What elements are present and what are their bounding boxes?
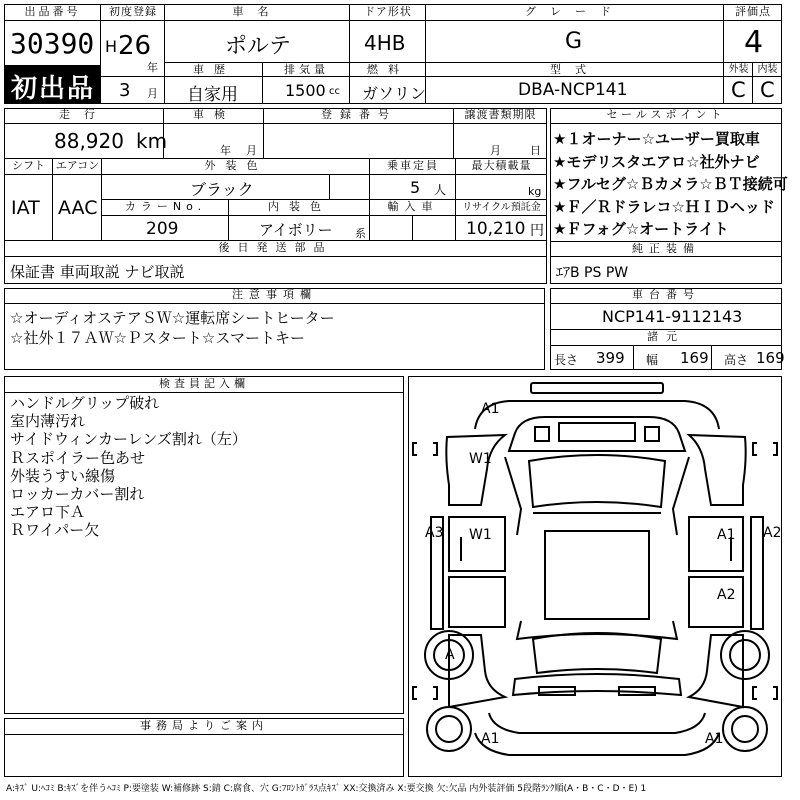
sales-item: ★Ｆ／Ｒドラレコ☆ＨＩＤヘッド — [553, 197, 775, 216]
recycle-label: リサイクル預託金 — [462, 202, 541, 213]
regno-value-cell — [264, 124, 454, 159]
inspection-month-unit: 月 — [246, 144, 257, 157]
int-value: C — [760, 78, 775, 102]
capacity-label: 乗車定員 — [387, 159, 439, 172]
shipping-value-cell — [4, 257, 547, 284]
grade-value-cell — [426, 21, 724, 63]
equip-label: 純正装備 — [632, 242, 700, 255]
inspector-line: エアロ下Ａ — [10, 503, 86, 522]
legend-text: A:ｷｽﾞ U:ﾍｺﾐ B:ｷｽﾞを伴うﾍｺﾐ P:要塗装 W:補修跡 S:錆 C:腐食、穴 G:ﾌﾛﾝﾄｶﾞﾗｽ点ｷｽﾞ XX:交換済み X:要交換 欠:欠品 内外装評価 5段階ﾗﾝｸ順(A・B・C・D・E) 1 — [6, 784, 647, 794]
door-value: 4HB — [364, 31, 406, 55]
width-cell — [634, 346, 712, 370]
dims-label-cell — [550, 330, 782, 346]
ext-value-cell — [724, 77, 753, 104]
colorno-label: カラーNo. — [124, 200, 207, 213]
door-label: ドア形状 — [364, 5, 412, 18]
reg-year: 26 — [118, 31, 152, 61]
mark-left-wheel: A — [445, 647, 455, 663]
notes-label-cell — [4, 288, 545, 304]
inspector-line: サイドウィンカーレンズ割れ（左） — [10, 430, 247, 449]
office-label-cell — [4, 718, 404, 735]
equip-value: ｴｱB PS PW — [556, 265, 629, 281]
color-value: ブラック — [190, 180, 254, 199]
ext-label-cell — [724, 63, 753, 77]
model-label-cell — [426, 63, 724, 77]
history-value-cell — [165, 77, 263, 104]
sales-item: ★Ｆフォグ☆オートライト — [553, 220, 729, 238]
mileage-value: 88,920 — [54, 129, 124, 153]
aircon-label-cell — [53, 159, 102, 175]
history-label-cell — [165, 63, 263, 77]
history-label: 車歴 — [193, 63, 235, 76]
transfer-day-unit: 日 — [530, 144, 541, 157]
name-value: ポルテ — [225, 34, 292, 59]
height-value: 169 — [756, 349, 785, 367]
int-value-cell — [753, 77, 782, 104]
first-listing-text: 初出品 — [11, 74, 96, 104]
fuel-label-cell — [350, 63, 426, 77]
recycle-unit: 円 — [530, 223, 544, 239]
lot-label: 出品番号 — [24, 5, 81, 18]
mark-left-fender: W1 — [469, 451, 492, 467]
load-unit: kg — [528, 185, 542, 198]
reg-year-cell — [101, 21, 165, 77]
shipping-value: 保証書 車両取説 ナビ取説 — [10, 263, 185, 281]
chassis-label-cell — [550, 288, 782, 304]
displacement-unit: cc — [329, 86, 340, 97]
regno-label-cell — [264, 108, 454, 124]
height-label: 高さ — [724, 353, 749, 367]
car-diagram — [408, 376, 782, 777]
mileage-label: 走行 — [59, 108, 109, 121]
colorno-value: 209 — [146, 219, 179, 239]
model-value: DBA-NCP141 — [518, 80, 628, 100]
transfer-label-cell — [454, 108, 547, 124]
recycle-value-cell — [456, 216, 547, 241]
displacement-label: 排気量 — [284, 63, 329, 76]
mark-left-door: W1 — [469, 527, 492, 543]
inspector-line: ハンドルグリップ破れ — [10, 394, 160, 412]
reg-label: 初度登録 — [109, 5, 157, 18]
mileage-label-cell — [4, 108, 164, 124]
inspection-label-cell — [164, 108, 264, 124]
aircon-value: AAC — [58, 197, 98, 219]
name-value-cell — [165, 21, 350, 63]
color-label: 外装色 — [204, 159, 268, 172]
color-label-cell — [102, 159, 370, 175]
sales-label-cell — [550, 108, 782, 124]
inspection-value-cell — [164, 124, 264, 159]
inspector-line: Ｒスポイラー色あせ — [10, 448, 146, 467]
notes-label: 注意事項欄 — [232, 288, 317, 301]
color-value-cell — [102, 175, 330, 200]
inspector-line: 室内薄汚れ — [10, 412, 86, 431]
shift-value: IAT — [11, 197, 40, 219]
name-label-cell — [165, 4, 350, 21]
first-listing-badge — [4, 65, 101, 104]
capacity-unit: 人 — [434, 183, 447, 197]
score-value: 4 — [744, 25, 764, 60]
recycle-label-cell — [456, 200, 547, 216]
model-value-cell — [426, 77, 724, 104]
reg-month: 3 — [119, 80, 131, 101]
mark-right-rear-door: A2 — [717, 587, 736, 603]
ext-value: C — [731, 78, 746, 102]
lot-label-cell — [4, 4, 101, 21]
grade-label: グレード — [525, 5, 625, 18]
door-value-cell — [350, 21, 426, 63]
model-label: 型式 — [550, 63, 600, 76]
sales-item: ★モデリスタエアロ☆社外ナビ — [553, 152, 760, 171]
fuel-value-cell — [350, 77, 426, 104]
dims-label: 諸元 — [647, 330, 685, 343]
height-cell — [712, 346, 785, 370]
inspector-line: 外装うすい線傷 — [10, 466, 116, 485]
displacement-value: 1500 — [285, 81, 326, 100]
width-value: 169 — [680, 349, 709, 367]
inspector-label-cell — [4, 376, 404, 393]
intcolor-value: アイボリー — [259, 221, 333, 239]
notes-line: ☆オーディオステアＳＷ☆運転席シートヒーター — [10, 309, 335, 327]
aircon-value-cell — [53, 175, 102, 241]
reg-month-cell — [101, 77, 165, 104]
grade-label-cell — [426, 4, 724, 21]
reg-label-cell — [101, 4, 165, 21]
length-cell — [550, 346, 634, 370]
mark-rear-left: A1 — [481, 731, 500, 747]
intcolor-unit: 系 — [355, 227, 366, 240]
notes-lines — [10, 308, 335, 348]
chassis-value: NCP141-9112143 — [602, 307, 743, 326]
inspection-year-unit: 年 — [220, 144, 231, 157]
shift-label-cell — [4, 159, 53, 175]
intcolor-label-cell — [229, 200, 370, 216]
grade-value: G — [565, 29, 583, 54]
load-label-cell — [456, 159, 547, 175]
shipping-label: 後日発送部品 — [218, 241, 333, 254]
score-value-cell — [724, 21, 782, 63]
capacity-label-cell — [370, 159, 456, 175]
import-value-cell-2 — [413, 216, 456, 241]
reg-year-unit: 年 — [147, 61, 158, 74]
transfer-label: 譲渡書類期限 — [464, 108, 537, 121]
score-label: 評価点 — [735, 5, 771, 18]
chassis-label: 車台番号 — [632, 288, 700, 301]
door-label-cell — [350, 4, 426, 21]
displacement-label-cell — [263, 63, 350, 77]
lot-number-cell — [4, 21, 101, 65]
import-label-cell — [370, 200, 456, 216]
office-label: 事務局よりご案内 — [140, 719, 268, 732]
ext-label: 外装 — [728, 64, 749, 75]
mileage-value-cell — [4, 124, 168, 159]
shift-value-cell — [4, 175, 53, 241]
lot-number: 30390 — [10, 27, 95, 60]
int-label: 内装 — [757, 64, 778, 75]
intcolor-value-cell — [229, 216, 370, 241]
sales-item: ★フルセグ☆Ｂカメラ☆ＢＴ接続可 — [553, 175, 788, 193]
mark-rear-right: A1 — [705, 731, 724, 747]
intcolor-label: 内装色 — [268, 200, 331, 213]
regno-label: 登録番号 — [321, 108, 397, 121]
mark-right-side: A2 — [763, 525, 782, 541]
capacity-value: 5 — [410, 178, 421, 197]
sales-items — [553, 128, 788, 241]
history-value: 自家用 — [187, 85, 238, 105]
inspection-label: 車検 — [193, 108, 235, 121]
width-label: 幅 — [646, 353, 659, 367]
import-label: 輸入車 — [387, 200, 439, 213]
mark-front-bumper: A1 — [481, 401, 500, 417]
transfer-value-cell — [454, 124, 547, 159]
reg-month-unit: 月 — [147, 87, 158, 100]
load-value-cell — [456, 175, 547, 200]
score-label-cell — [724, 4, 782, 21]
mark-right-door: A1 — [717, 527, 736, 543]
inspector-line: ロッカーカバー割れ — [10, 485, 145, 504]
inspector-lines — [10, 394, 247, 540]
shift-label: シフト — [12, 159, 45, 172]
recycle-value: 10,210 — [466, 219, 526, 239]
mileage-unit: km — [136, 129, 168, 153]
capacity-value-cell — [370, 175, 456, 200]
sales-label: セールスポイント — [606, 108, 726, 121]
chassis-value-cell — [550, 304, 782, 330]
mark-left-side: A3 — [425, 525, 444, 541]
length-value: 399 — [596, 349, 625, 367]
colorno-value-cell — [102, 216, 229, 241]
inspector-label: 検査員記入欄 — [159, 377, 249, 390]
fuel-label: 燃料 — [367, 63, 409, 76]
length-label: 長さ — [554, 353, 579, 367]
car-outline-svg — [409, 377, 783, 778]
transfer-month-unit: 月 — [490, 144, 501, 157]
import-value-cell — [370, 216, 413, 241]
notes-line: ☆社外１７ＡＷ☆Ｐスタート☆スマートキー — [10, 329, 306, 347]
inspector-line: Ｒワイパー欠 — [10, 521, 100, 540]
shipping-label-cell — [4, 241, 547, 257]
colorno-label-cell — [102, 200, 229, 216]
aircon-label: エアコン — [55, 159, 100, 172]
displacement-value-cell — [263, 77, 350, 104]
load-label: 最大積載量 — [471, 159, 532, 172]
equip-label-cell — [550, 241, 782, 257]
fuel-value: ガソリン — [362, 84, 427, 103]
name-label: 車名 — [232, 5, 283, 18]
reg-era: H — [105, 37, 118, 56]
int-label-cell — [753, 63, 782, 77]
color-spacer-cell — [330, 175, 370, 200]
sales-item: ★１オーナー☆ユーザー買取車 — [553, 130, 760, 148]
